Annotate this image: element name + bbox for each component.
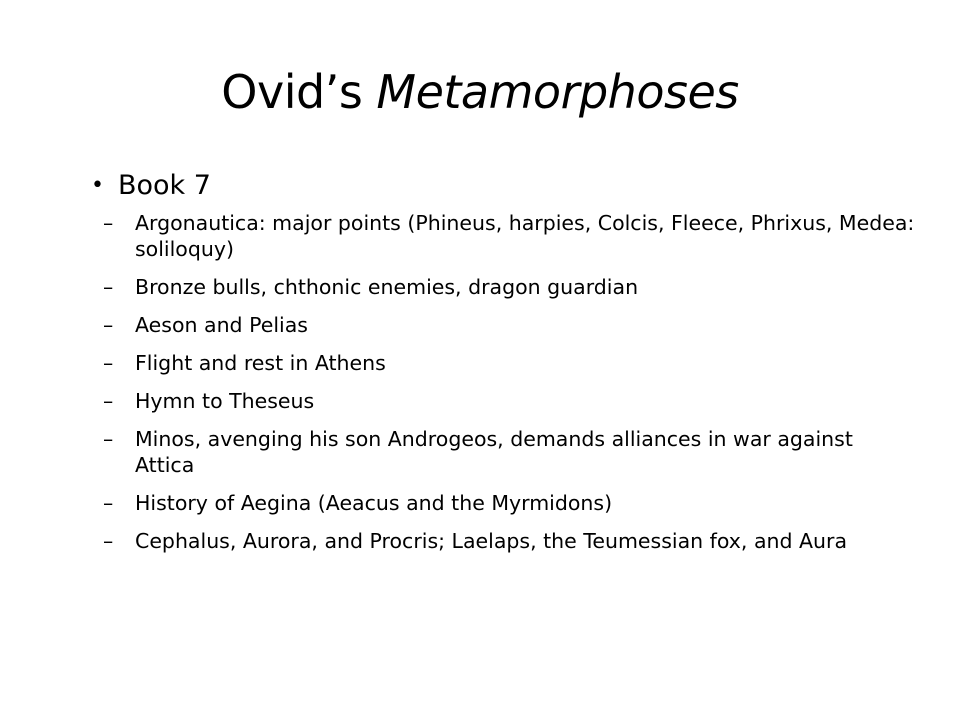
- slide-body: [91, 168, 918, 566]
- dash-icon: –: [103, 427, 114, 451]
- dash-icon: –: [103, 351, 114, 375]
- title-italic: Metamorphoses: [376, 65, 739, 119]
- sub-bullet-text: Flight and rest in Athens: [135, 351, 386, 375]
- dash-icon: –: [103, 211, 114, 235]
- sub-bullet-item: [103, 426, 918, 478]
- title-plain: Ovid’s: [221, 65, 377, 119]
- sub-bullet-item: [103, 312, 918, 338]
- sub-bullet-text: Minos, avenging his son Androgeos, demands alliances in war against Attica: [135, 427, 853, 477]
- sub-bullet-text: History of Aegina (Aeacus and the Myrmidons): [135, 491, 613, 515]
- sub-bullet-text: Hymn to Theseus: [135, 389, 315, 413]
- bullet-label: Book 7: [118, 170, 211, 201]
- dash-icon: –: [103, 389, 114, 413]
- dash-icon: –: [103, 275, 114, 299]
- bullet-icon: •: [91, 173, 104, 198]
- sub-bullet-text: Argonautica: major points (Phineus, harpies, Colcis, Fleece, Phrixus, Medea: soliloquy): [135, 211, 915, 261]
- sub-bullet-text: Cephalus, Aurora, and Procris; Laelaps, the Teumessian fox, and Aura: [135, 529, 848, 553]
- sub-bullet-text: Aeson and Pelias: [135, 313, 308, 337]
- dash-icon: –: [103, 313, 114, 337]
- sub-bullet-list: [103, 210, 918, 554]
- sub-bullet-item: [103, 490, 918, 516]
- sub-bullet-text: Bronze bulls, chthonic enemies, dragon guardian: [135, 275, 639, 299]
- sub-bullet-item: [103, 210, 918, 262]
- sub-bullet-item: [103, 350, 918, 376]
- dash-icon: –: [103, 529, 114, 553]
- dash-icon: –: [103, 491, 114, 515]
- sub-bullet-item: [103, 274, 918, 300]
- slide-title: [0, 60, 960, 124]
- bullet-book-7: [91, 168, 918, 204]
- sub-bullet-item: [103, 388, 918, 414]
- sub-bullet-item: [103, 528, 918, 554]
